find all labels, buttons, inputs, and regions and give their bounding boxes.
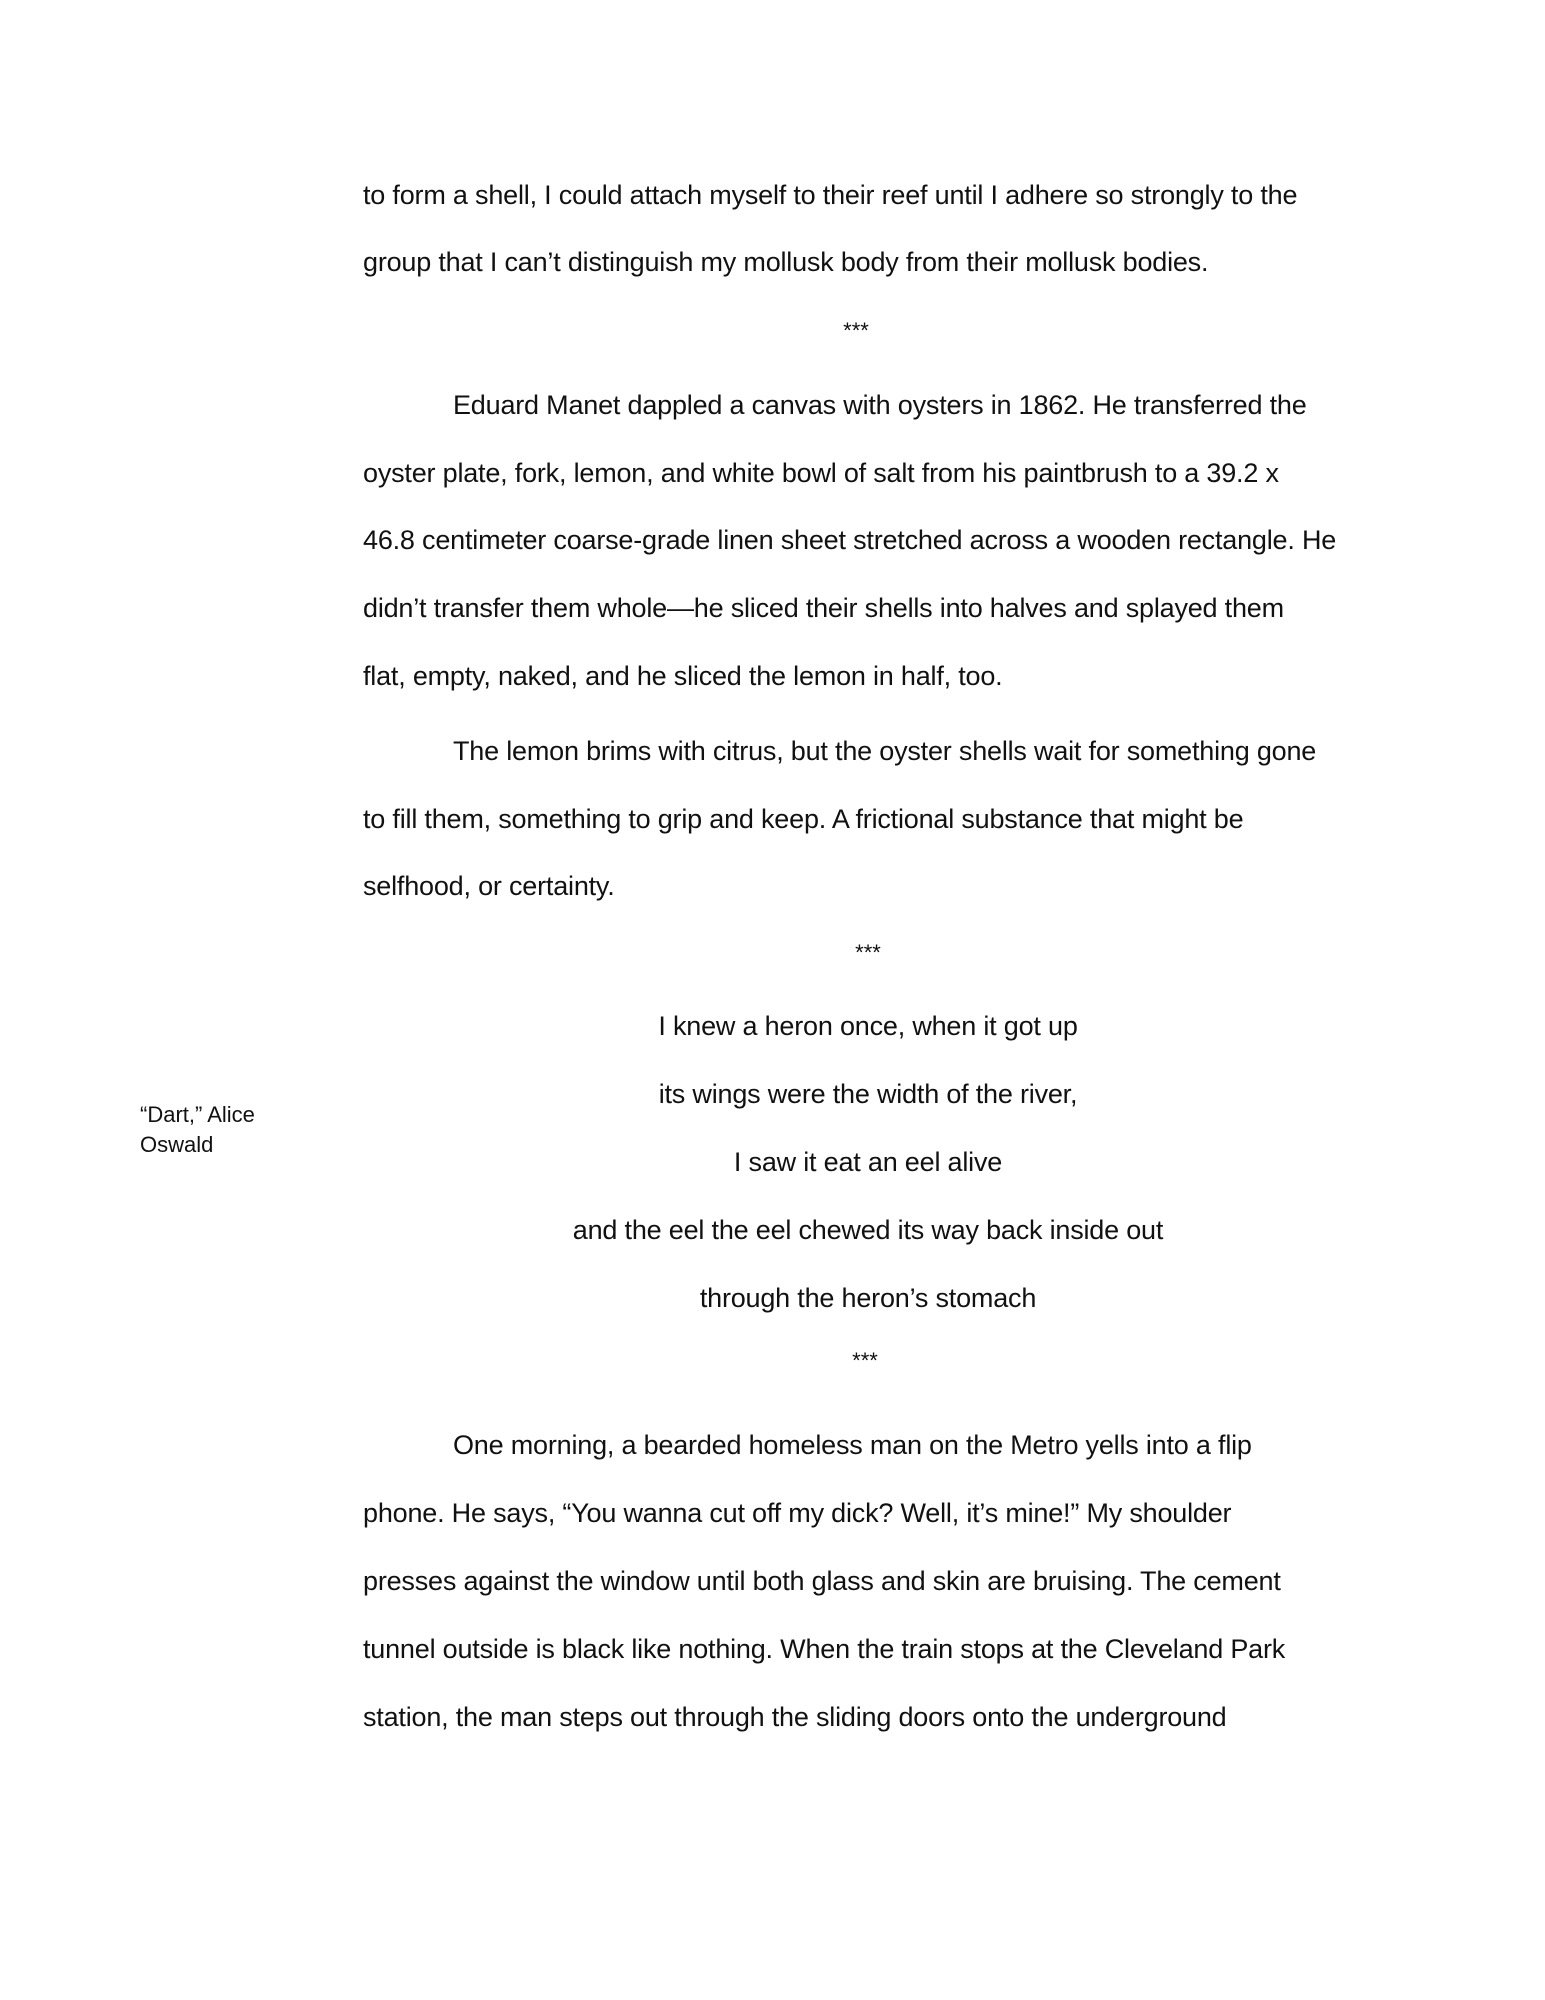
manet-line-2: oyster plate, fork, lemon, and white bowl of salt from his paintbrush to a 39.2 x bbox=[363, 458, 1279, 488]
metro-line-4: tunnel outside is black like nothing. When the train stops at the Cleveland Park bbox=[363, 1634, 1286, 1664]
poem-line-1: I knew a heron once, when it got up bbox=[658, 1011, 1078, 1041]
poem-line-5: through the heron’s stomach bbox=[699, 1283, 1037, 1313]
section-separator-2: *** bbox=[855, 940, 881, 965]
metro-line-2: phone. He says, “You wanna cut off my dick? Well, it’s mine!” My shoulder bbox=[363, 1498, 1232, 1528]
lemon-line-2: to fill them, something to grip and keep. A frictional substance that might be bbox=[363, 804, 1244, 834]
opening-line-1: to form a shell, I could attach myself to their reef until I adhere so strongly to the bbox=[363, 180, 1298, 210]
metro-line-3: presses against the window until both glass and skin are bruising. The cement bbox=[363, 1566, 1281, 1596]
lemon-line-3: selfhood, or certainty. bbox=[363, 871, 615, 901]
manet-line-5: flat, empty, naked, and he sliced the lemon in half, too. bbox=[363, 661, 1003, 691]
section-separator-3: *** bbox=[852, 1348, 878, 1373]
section-separator-1: *** bbox=[843, 318, 869, 343]
metro-line-1: One morning, a bearded homeless man on the Metro yells into a flip bbox=[453, 1430, 1252, 1460]
metro-line-5: station, the man steps out through the sliding doors onto the underground bbox=[363, 1702, 1227, 1732]
opening-line-2: group that I can’t distinguish my mollusk body from their mollusk bodies. bbox=[363, 247, 1209, 277]
margin-citation: “Dart,” Alice Oswald bbox=[140, 1102, 255, 1157]
manet-line-1: Eduard Manet dappled a canvas with oysters in 1862. He transferred the bbox=[453, 390, 1307, 420]
manet-line-3: 46.8 centimeter coarse-grade linen sheet stretched across a wooden rectangle. He bbox=[363, 525, 1337, 555]
manet-line-4: didn’t transfer them whole—he sliced their shells into halves and splayed them bbox=[363, 593, 1284, 623]
poem-line-2: its wings were the width of the river, bbox=[658, 1079, 1078, 1109]
poem-line-3: I saw it eat an eel alive bbox=[733, 1147, 1003, 1177]
lemon-line-1: The lemon brims with citrus, but the oyster shells wait for something gone bbox=[453, 736, 1317, 766]
poem-line-4: and the eel the eel chewed its way back inside out bbox=[572, 1215, 1164, 1245]
